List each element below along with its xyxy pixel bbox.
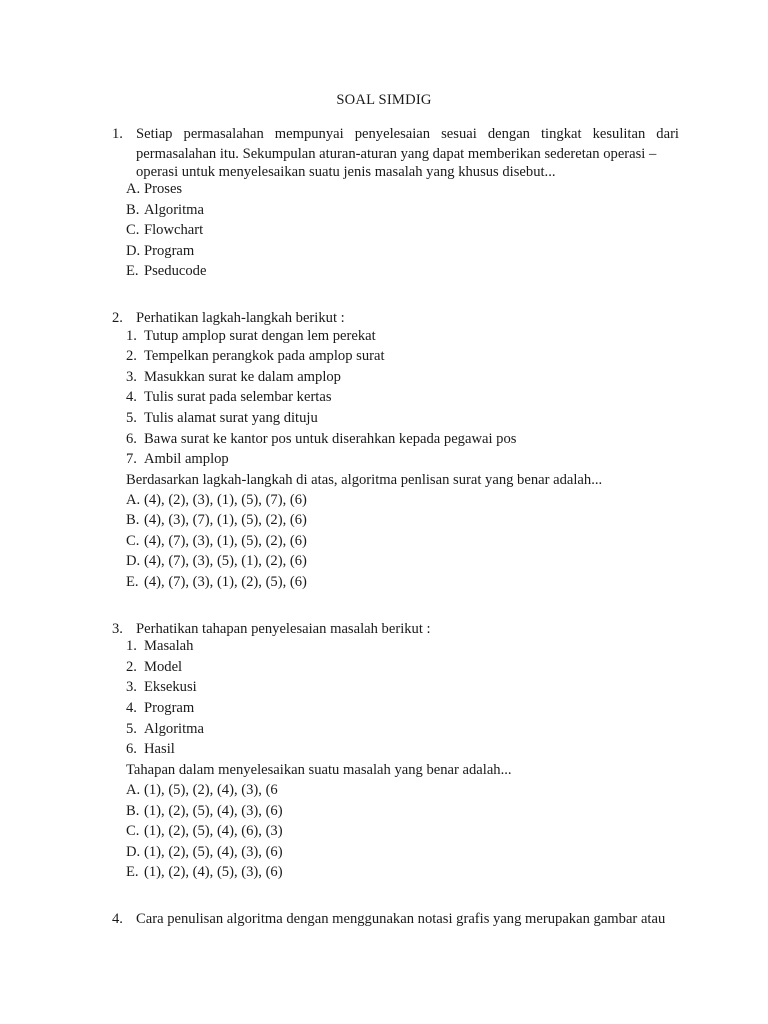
page-title: SOAL SIMDIG (336, 92, 432, 108)
question-text-line: operasi untuk menyelesaikan suatu jenis masalah yang khusus disebut... (136, 164, 556, 180)
option-c: C. (4), (7), (3), (1), (5), (2), (6) (126, 533, 307, 549)
question-text: Perhatikan lagkah-langkah berikut : (136, 310, 345, 326)
option-b: B. (1), (2), (5), (4), (3), (6) (126, 803, 283, 819)
option-c: C. (1), (2), (5), (4), (6), (3) (126, 823, 283, 839)
step-item: 6. Hasil (126, 741, 175, 757)
question-number: 4. (112, 911, 123, 927)
question-text-line: permasalahan itu. Sekumpulan aturan-aturan yang dapat memberikan sederetan operasi – (136, 146, 657, 162)
option-a: A. (4), (2), (3), (1), (5), (7), (6) (126, 492, 307, 508)
option-d: D. (4), (7), (3), (5), (1), (2), (6) (126, 553, 307, 569)
option-a: A. Proses (126, 181, 183, 197)
step-item: 6. Bawa surat ke kantor pos untuk diserahkan kepada pegawai pos (126, 431, 517, 447)
step-item: 3. Eksekusi (126, 679, 197, 695)
step-item: 1. Masalah (126, 638, 194, 654)
option-e: E. Pseducode (126, 263, 207, 279)
option-e: E. (4), (7), (3), (1), (2), (5), (6) (126, 574, 307, 590)
option-b: B. (4), (3), (7), (1), (5), (2), (6) (126, 512, 307, 528)
question-text: Cara penulisan algoritma dengan menggunakan notasi grafis yang merupakan gambar atau (136, 911, 666, 927)
option-a: A. (1), (5), (2), (4), (3), (6 (126, 782, 278, 798)
question-number: 3. (112, 621, 123, 637)
step-item: 5. Tulis alamat surat yang dituju (126, 410, 318, 426)
step-item: 5. Algoritma (126, 721, 204, 737)
question-prompt: Berdasarkan lagkah-langkah di atas, algoritma penlisan surat yang benar adalah... (126, 472, 603, 488)
step-item: 2. Tempelkan perangkok pada amplop surat (126, 348, 385, 364)
option-c: C. Flowchart (126, 222, 204, 238)
step-item: 3. Masukkan surat ke dalam amplop (126, 369, 341, 385)
question-text-line: Setiap permasalahan mempunyai penyelesaian sesuai dengan tingkat kesulitan dari (136, 126, 679, 142)
question-prompt: Tahapan dalam menyelesaikan suatu masalah yang benar adalah... (126, 762, 512, 778)
question-text: Perhatikan tahapan penyelesaian masalah berikut : (136, 621, 431, 637)
question-number: 1. (112, 126, 123, 142)
step-item: 4. Tulis surat pada selembar kertas (126, 389, 332, 405)
step-item: 1. Tutup amplop surat dengan lem perekat (126, 328, 376, 344)
step-item: 4. Program (126, 700, 195, 716)
option-d: D. (1), (2), (5), (4), (3), (6) (126, 844, 283, 860)
option-d: D. Program (126, 243, 195, 259)
step-item: 7. Ambil amplop (126, 451, 229, 467)
option-e: E. (1), (2), (4), (5), (3), (6) (126, 864, 283, 880)
option-b: B. Algoritma (126, 202, 204, 218)
question-number: 2. (112, 310, 123, 326)
step-item: 2. Model (126, 659, 183, 675)
